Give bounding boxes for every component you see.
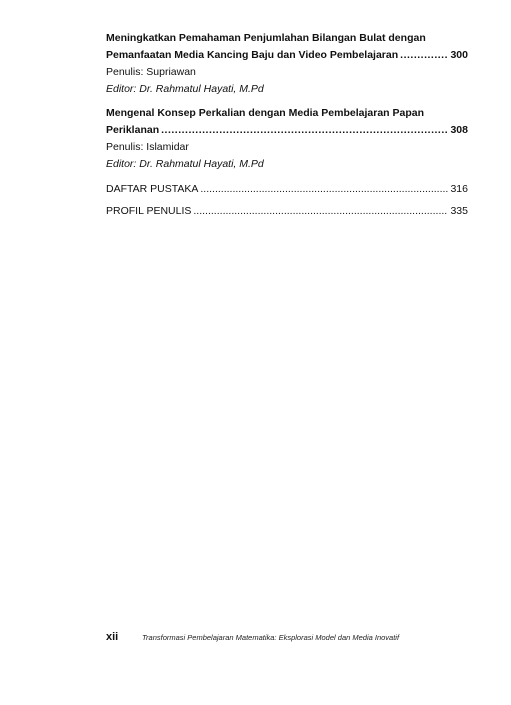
footer-page-number: xii	[106, 631, 119, 643]
page-footer	[106, 631, 399, 643]
dot-leader	[193, 203, 448, 220]
toc-entry-title	[106, 30, 468, 64]
toc-entry	[106, 105, 468, 173]
toc-entry-title-text: DAFTAR PUSTAKA	[106, 183, 199, 195]
toc-entry-title-line2	[106, 122, 468, 139]
toc-entry-editor: Editor: Dr. Rahmatul Hayati, M.Pd	[106, 158, 264, 170]
toc-entry-author-profiles	[106, 203, 468, 220]
toc-entry-editor: Editor: Dr. Rahmatul Hayati, M.Pd	[106, 83, 264, 95]
toc-entry-title-line1: Mengenal Konsep Perkalian dengan Media Pembelajaran Papan	[106, 107, 425, 119]
toc-entry-author: Penulis: Supriawan	[106, 66, 196, 78]
table-of-contents	[106, 30, 468, 220]
dot-leader	[200, 181, 448, 198]
toc-entry-title-line2	[106, 47, 468, 64]
toc-entry-title-text: PROFIL PENULIS	[106, 205, 192, 217]
toc-page-number: 316	[450, 183, 468, 195]
toc-entry-references	[106, 181, 468, 198]
toc-page-number: 335	[450, 205, 468, 217]
dot-leader	[400, 47, 448, 64]
toc-entry-title-text: Periklanan	[106, 124, 160, 136]
dot-leader	[161, 122, 448, 139]
toc-entry	[106, 30, 468, 98]
toc-entry-title	[106, 105, 468, 139]
toc-page-number: 300	[450, 49, 468, 61]
footer-book-title: Transformasi Pembelajaran Matematika: Eksplorasi Model dan Media Inovatif	[142, 633, 400, 642]
toc-page-number: 308	[450, 124, 468, 136]
toc-entry-title-line1: Meningkatkan Pemahaman Penjumlahan Bilangan Bulat dengan	[106, 32, 426, 44]
toc-entry-author: Penulis: Islamidar	[106, 141, 189, 153]
toc-entry-title-text: Pemanfaatan Media Kancing Baju dan Video Pembelajaran	[106, 49, 399, 61]
